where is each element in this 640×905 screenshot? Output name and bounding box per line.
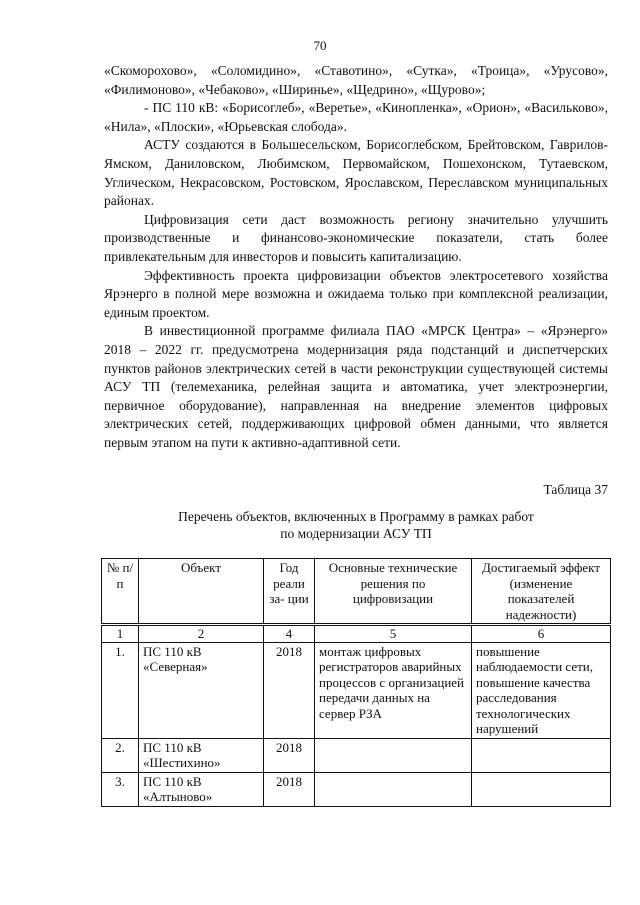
row-effect: повышение наблюдаемости сети, повышение качества расследования технологических нарушений: [472, 642, 611, 738]
row-object: ПС 110 кВ «Северная»: [139, 642, 264, 738]
paragraph-village-list: «Скоморохово», «Соломидино», «Ставотино», «Сутка», «Троица», «Урусово», «Филимоново», «Чебаково», «Ширинье», «Щедрино», «Щурово»;: [104, 63, 608, 97]
paragraph-digitalization: Цифровизация сети даст возможность региону значительно улучшить производственные и финансово-экономические показатели, стать более привлекательным для инвесторов и повысить капитализацию.: [104, 211, 608, 264]
row-tech: [315, 772, 472, 806]
row-num: 1.: [102, 642, 139, 738]
row-year: 2018: [264, 772, 315, 806]
header-object: Объект: [139, 559, 264, 625]
row-effect: [472, 772, 611, 806]
objects-table: [101, 558, 611, 807]
table-header-row: [102, 559, 611, 625]
body-text: [104, 62, 608, 452]
row-tech: [315, 738, 472, 772]
column-number: 6: [472, 625, 611, 643]
header-num: № п/п: [102, 559, 139, 625]
column-number: 1: [102, 625, 139, 643]
paragraph-substations: - ПС 110 кВ: «Борисоглеб», «Веретье», «Кинопленка», «Орион», «Васильково», «Нила», «Плоски», «Юрьевская слобода».: [104, 100, 608, 134]
page-number: 70: [313, 38, 327, 53]
header-effect: Достигаемый эффект (изменение показателей надежности): [472, 559, 611, 625]
row-effect: [472, 738, 611, 772]
column-number: 2: [139, 625, 264, 643]
row-num: 2.: [102, 738, 139, 772]
column-number: 5: [315, 625, 472, 643]
header-tech: Основные технические решения по цифровизации: [315, 559, 472, 625]
table-title-line2: по модернизации АСУ ТП: [280, 526, 432, 541]
table-title: [104, 508, 608, 542]
paragraph-efficiency: Эффективность проекта цифровизации объектов электросетевого хозяйства Ярэнерго в полной мере возможна и ожидаема только при комплексной реализации, единым проектом.: [104, 267, 608, 320]
column-number: 4: [264, 625, 315, 643]
table-label: Таблица 37: [543, 482, 608, 497]
table-row: [102, 738, 611, 772]
row-year: 2018: [264, 642, 315, 738]
header-year: Год реали за- ции: [264, 559, 315, 625]
table-row: [102, 642, 611, 738]
row-num: 3.: [102, 772, 139, 806]
paragraph-investment-program: В инвестиционной программе филиала ПАО «МРСК Центра» – «Ярэнерго» 2018 – 2022 гг. предусмотрена модернизация ряда подстанций и диспетчерских пунктов районов электрических сетей в части реконструкции существующей системы АСУ ТП (телемеханика, релейная защита и автоматика, учет электроэнергии, первичное оборудование), направленная на внедрение элементов цифровых электрических сетей, поддерживающих цифровой обмен данными, что является первым этапом на пути к активно-адаптивной сети.: [104, 323, 608, 450]
row-object: ПС 110 кВ «Шестихино»: [139, 738, 264, 772]
column-number-row: [102, 625, 611, 643]
table-row: [102, 772, 611, 806]
row-year: 2018: [264, 738, 315, 772]
table-title-line1: Перечень объектов, включенных в Программу в рамках работ: [178, 509, 534, 524]
row-object: ПС 110 кВ «Алтыново»: [139, 772, 264, 806]
paragraph-astu-districts: АСТУ создаются в Большесельском, Борисоглебском, Брейтовском, Гаврилов-Ямском, Даниловском, Любимском, Первомайском, Пошехонском, Тутаевском, Углическом, Некрасовском, Ростовском, Ярославском, Переславском муниципальных районах.: [104, 137, 608, 209]
row-tech: монтаж цифровых регистраторов аварийных процессов с организацией передачи данных на сервер РЗА: [315, 642, 472, 738]
